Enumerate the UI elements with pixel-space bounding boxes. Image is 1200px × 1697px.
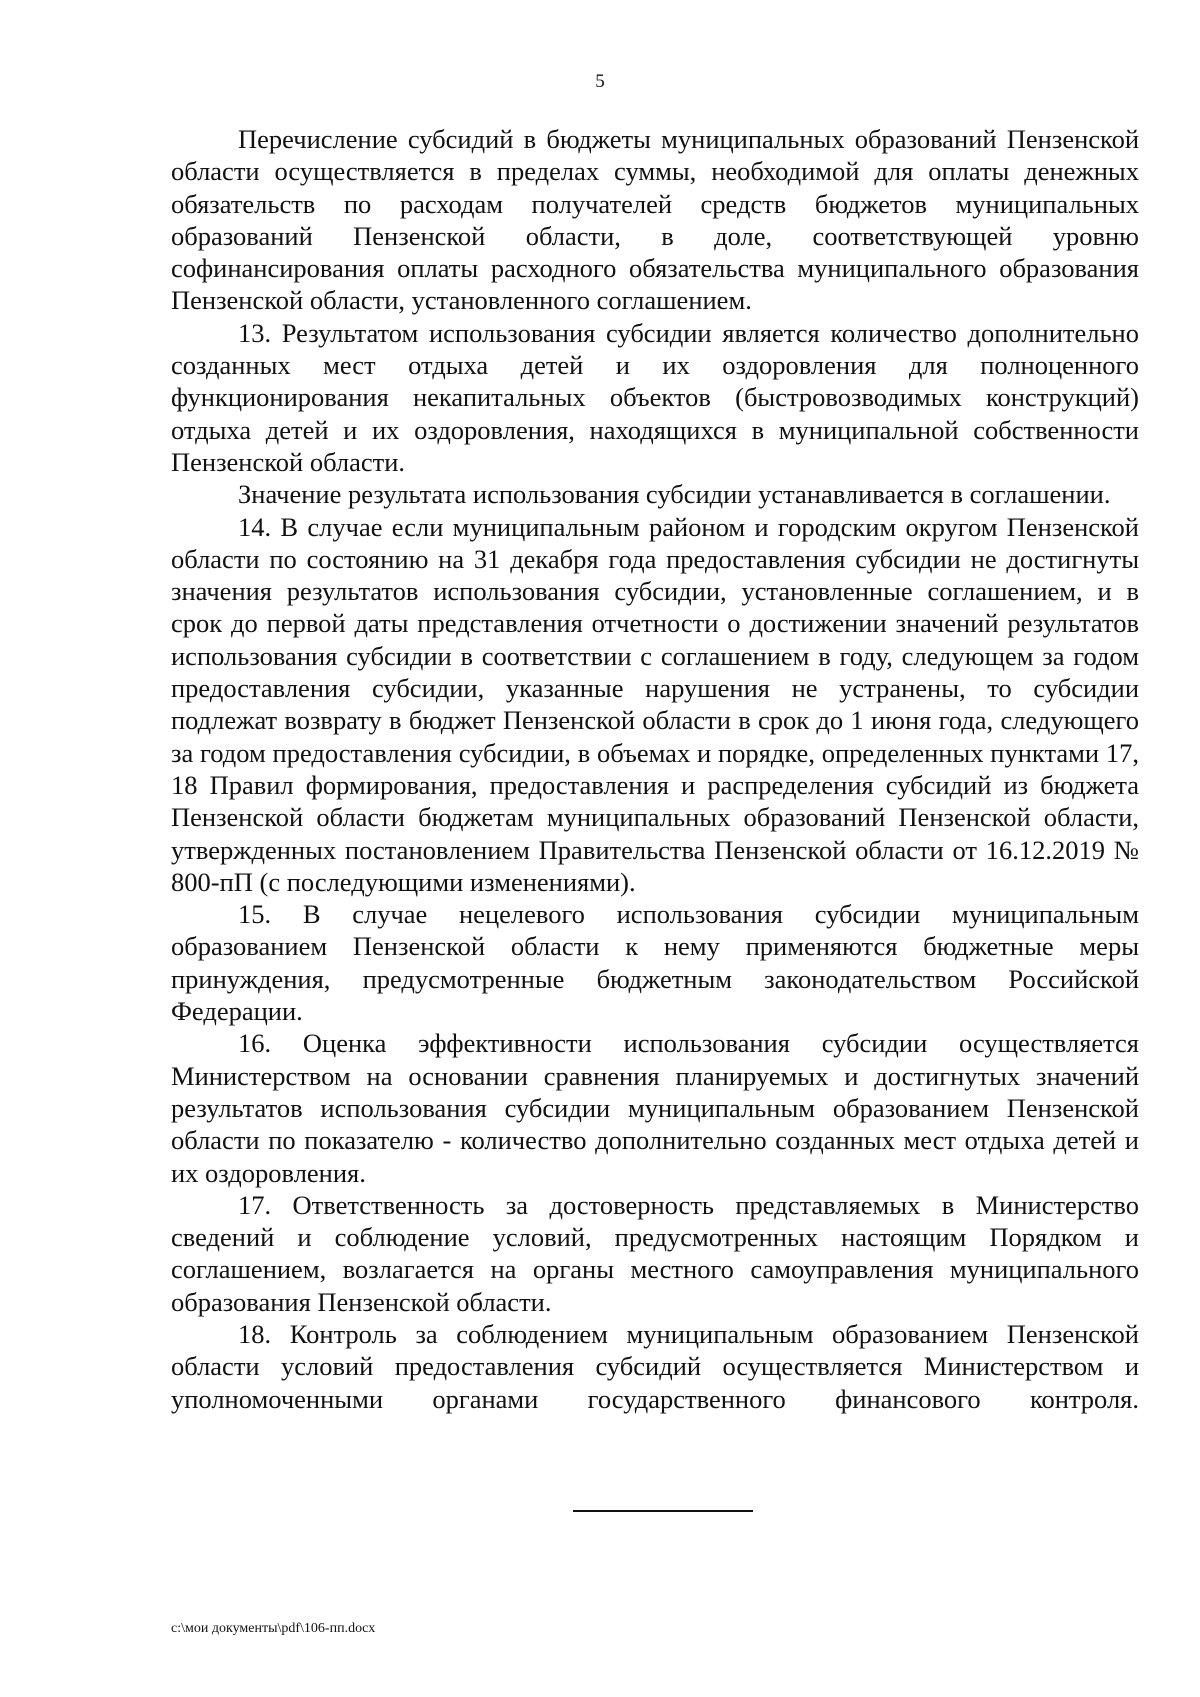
paragraph-17-responsibility: 17. Ответственность за достоверность представляемых в Министерство сведений и соблюдение условий, предусмотренных настоящим Порядком и соглашением, возлагается на органы местного самоуправления муниципального образования Пензенской области. — [171, 1189, 1139, 1317]
paragraph-15-misuse-of-subsidy: 15. В случае нецелевого использования субсидии муниципальным образованием Пензенской области к нему применяются бюджетные меры принуждения, предусмотренные бюджетным законодательством Российской Федерации. — [171, 899, 1139, 1027]
paragraph-16-efficiency-assessment: 16. Оценка эффективности использования субсидии осуществляется Министерством на основании сравнения планируемых и достигнутых значений результатов использования субсидии муниципальным образованием Пензенской области по показателю - количество дополнительно созданных мест отдыха детей и их оздоровления. — [171, 1028, 1139, 1188]
end-divider-line — [573, 1510, 753, 1512]
document-body — [171, 123, 1139, 1415]
paragraph-result-value: Значение результата использования субсидии устанавливается в соглашении. — [238, 479, 1111, 510]
paragraph-18-control: 18. Контроль за соблюдением муниципальным образованием Пензенской области условий предоставления субсидий осуществляется Министерством и уполномоченными органами государственного финансового контроля. — [171, 1318, 1139, 1414]
paragraph-13-result-of-subsidy-use: 13. Результатом использования субсидии является количество дополнительно созданных мест отдыха детей и их оздоровления для полноценного функционирования некапитальных объектов (быстровозводимых конструкций) отдыха детей и их оздоровления, находящихся в муниципальной собственности Пензенской области. — [171, 317, 1139, 477]
paragraph-transfer-of-subsidies: Перечисление субсидий в бюджеты муниципальных образований Пензенской области осуществляется в пределах суммы, необходимой для оплаты денежных обязательств по расходам получателей средств бюджетов муниципальных образований Пензенской области, в доле, соответствующей уровню софинансирования оплаты расходного обязательства муниципального образования Пензенской области, установленного соглашением. — [171, 124, 1139, 316]
footer-file-path: c:\мои документы\pdf\106-пп.docx — [171, 1621, 376, 1636]
page-number: 5 — [595, 71, 605, 92]
paragraph-14-refund-of-subsidies: 14. В случае если муниципальным районом и городским округом Пензенской области по состоянию на 31 декабря года предоставления субсидии не достигнуты значения результатов использования субсидии, установленные соглашением, и в срок до первой даты представления отчетности о достижении значений результатов использования субсидии в соответствии с соглашением в году, следующем за годом предоставления субсидии, указанные нарушения не устранены, то субсидии подлежат возврату в бюджет Пензенской области в срок до 1 июня года, следующего за годом предоставления субсидии, в объемах и порядке, определенных пунктами 17, 18 Правил формирования, предоставления и распределения субсидий из бюджета Пензенской области бюджетам муниципальных образований Пензенской области, утвержденных постановлением Правительства Пензенской области от 16.12.2019 № 800-пП (с последующими изменениями). — [171, 511, 1139, 897]
